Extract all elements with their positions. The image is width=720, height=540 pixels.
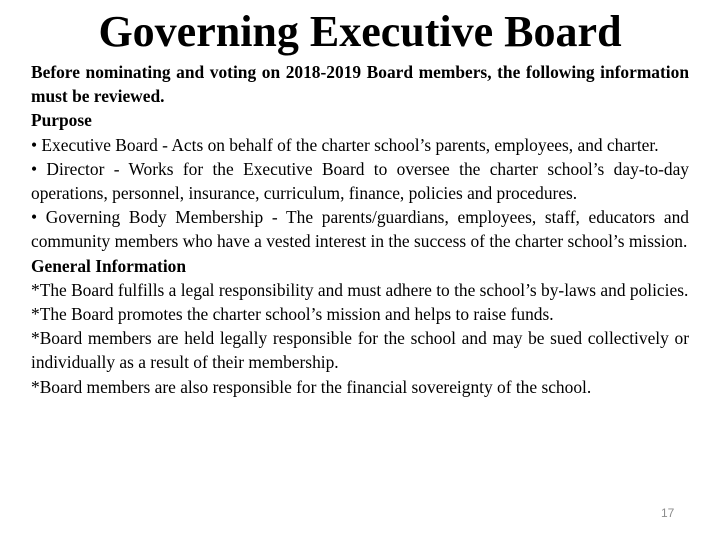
purpose-item-director: • Director - Works for the Executive Board to oversee the charter school’s day-to-day operations, personnel, insurance, curriculum, finance, policies and procedures. <box>31 158 689 204</box>
purpose-item-governing-body: • Governing Body Membership - The parents/guardians, employees, staff, educators and community members who have a vested interest in the success of the charter school’s mission. <box>31 207 689 252</box>
intro-text: Before nominating and voting on 2018-2019 Board members, the following information must be reviewed. <box>31 62 689 107</box>
general-info-heading: General Information <box>31 255 187 276</box>
general-item-mission-funds: *The Board promotes the charter school’s mission and helps to raise funds. <box>31 304 554 325</box>
general-item-legal-responsibility: *The Board fulfills a legal responsibility and must adhere to the school’s by-laws and policies. <box>31 279 689 300</box>
slide-title: Governing Executive Board <box>98 7 622 56</box>
page-number: 17 <box>661 506 675 520</box>
slide-body <box>31 60 689 399</box>
purpose-heading: Purpose <box>31 110 92 131</box>
general-item-financial-sovereignty: *Board members are also responsible for the financial sovereignty of the school. <box>31 376 592 397</box>
purpose-item-executive-board: • Executive Board - Acts on behalf of the charter school’s parents, employees, and charter. <box>31 134 659 155</box>
general-item-legally-responsible: *Board members are held legally responsible for the school and may be sued collectively or individually as a result of their membership. <box>31 328 689 373</box>
